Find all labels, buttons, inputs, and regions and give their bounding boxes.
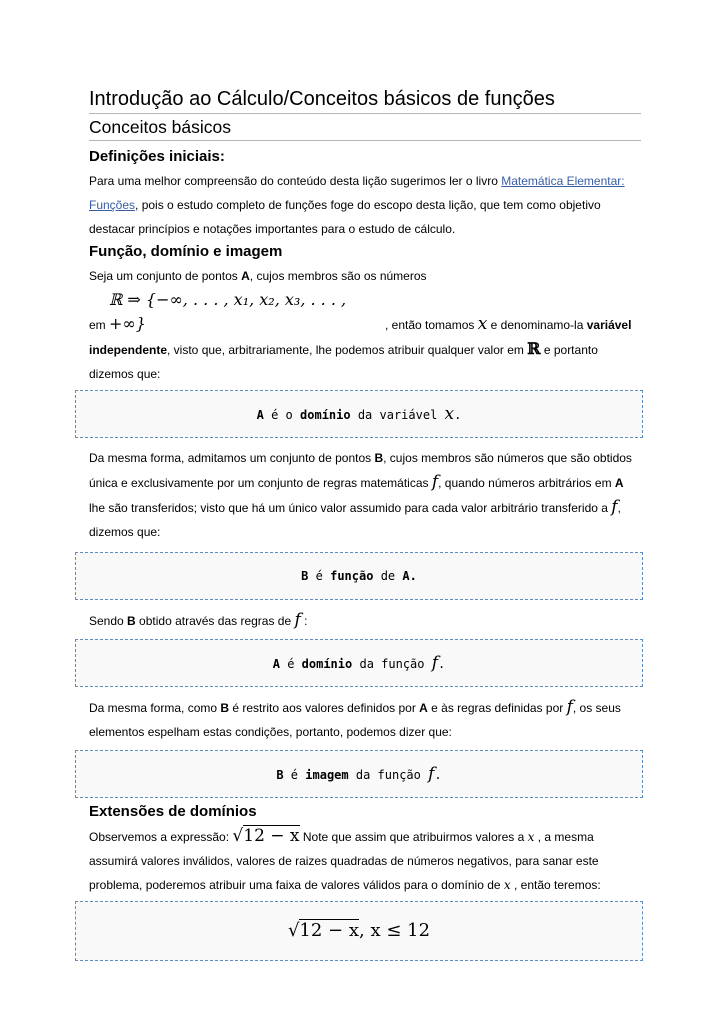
box-text: A	[256, 408, 264, 422]
box-text: B	[301, 569, 309, 583]
text: e denominamo-la	[487, 318, 587, 332]
text: Observemos a expressão:	[89, 830, 233, 844]
text-bold: A	[614, 476, 624, 490]
heading-funcao-dominio-imagem: Função, domínio e imagem	[89, 243, 283, 260]
text: obtido através das regras de	[135, 614, 295, 628]
sqrt-expression: √12 − x, x ≤ 12	[287, 920, 431, 941]
set-formula: ℝ ⇒ {−∞, . . . , x₁, x₂, x₃, . . . , +∞}	[109, 290, 347, 333]
text: Sendo	[89, 614, 128, 628]
document-page	[89, 86, 641, 961]
box-text: da função	[355, 768, 421, 782]
code-box-imagem	[75, 750, 643, 798]
text-bold: B	[127, 614, 136, 628]
text: Note que assim que atribuirmos valores a	[299, 830, 528, 844]
text: lhe são transferidos; visto que há um único valor assumido para cada valor arbitrário transferido a	[89, 501, 612, 515]
math-x: x	[527, 830, 535, 844]
math-r: ℝ	[527, 339, 541, 358]
sqrt-radicand: 12 − x	[299, 920, 360, 941]
text: em	[89, 318, 110, 332]
math-x: x	[477, 314, 488, 334]
paragraph-imagem	[89, 695, 641, 744]
text: Da mesma forma, como	[89, 701, 221, 715]
sqrt-expression: √12 − x	[232, 826, 300, 846]
box-text: .	[438, 657, 446, 671]
text: :	[300, 614, 308, 628]
code-box-dominio-funcao	[75, 639, 643, 687]
text: , cujos membros são números que são obtidos única e exclusivamente por um conjunto de regras matemáticas	[89, 451, 632, 490]
math-f: f	[566, 697, 573, 717]
text: é restrito aos valores definidos por	[229, 701, 420, 715]
code-box-funcao	[75, 552, 643, 600]
domain-condition: , x ≤ 12	[359, 920, 431, 941]
heading-extensoes-dominios: Extensões de domínios	[89, 803, 257, 820]
box-text: é o	[271, 408, 293, 422]
math-x: x	[444, 404, 455, 424]
paragraph-conjunto-b	[89, 446, 641, 544]
code-box-restricao-dominio	[75, 901, 643, 961]
box-text: A	[272, 657, 280, 671]
text: , pois o estudo completo de funções foge do escopo desta lição, que tem como objetivo destacar princípios e notações importantes para o estudo de cálculo.	[89, 198, 601, 236]
text: , os seus elementos espelham estas condições, portanto, podemos dizer que:	[89, 701, 621, 739]
text-bold: variável independente	[89, 318, 632, 357]
text-bold: A	[241, 269, 250, 283]
box-text: é	[315, 569, 323, 583]
text-bold: B	[374, 451, 384, 465]
box-text: é	[287, 657, 295, 671]
paragraph-conjunto-a	[89, 264, 641, 386]
paragraph-intro	[89, 169, 641, 241]
box-text: .	[454, 408, 462, 422]
section-title: Conceitos básicos	[89, 116, 641, 141]
math-f: f	[428, 764, 435, 784]
box-text: da variável	[357, 408, 438, 422]
text: , a mesma assumirá valores inválidos, valores de raizes quadradas de números negativos, para sanar este problema, poderemos atribuir uma faixa de valores válidos para o domínio de	[89, 830, 599, 892]
text-bold: B	[220, 701, 230, 715]
text: , cujos membros são os números	[249, 269, 427, 283]
text: Para uma melhor compreensão do conteúdo desta lição sugerimos ler o livro	[89, 174, 502, 188]
math-f: f	[431, 653, 439, 673]
math-f: f	[431, 472, 439, 492]
text: Da mesma forma, admitamos um conjunto de pontos	[89, 451, 375, 465]
page-title: Introdução ao Cálculo/Conceitos básicos de funções	[89, 86, 641, 114]
text: Seja um conjunto de pontos	[89, 269, 242, 283]
text: , quando números arbitrários em	[438, 476, 615, 490]
math-f: f	[294, 610, 301, 630]
box-text: de	[380, 569, 396, 583]
link-matematica-elementar[interactable]: Matemática Elementar: Funções	[89, 174, 625, 212]
text-bold: A	[419, 701, 428, 715]
box-text: .	[434, 768, 442, 782]
paragraph-observemos	[89, 824, 641, 897]
text: , então tomamos	[385, 318, 478, 332]
code-box-dominio-variavel	[75, 390, 643, 438]
box-text: imagem	[305, 768, 349, 782]
box-text: domínio	[300, 408, 351, 422]
box-text: função	[330, 569, 374, 583]
box-text: é	[290, 768, 299, 782]
math-f: f	[611, 497, 618, 517]
text: e portanto dizemos que:	[89, 343, 598, 381]
sqrt-radicand: 12 − x	[243, 826, 300, 846]
box-text: da função	[359, 657, 425, 671]
box-text: B	[276, 768, 284, 782]
text: , visto que, arbitrariamente, lhe podemos atribuir qualquer valor em	[167, 343, 528, 357]
text: , dizemos que:	[89, 501, 621, 539]
box-text: domínio	[301, 657, 353, 671]
text: , então teremos:	[510, 878, 601, 892]
heading-definicoes: Definições iniciais:	[89, 148, 225, 165]
paragraph-sendo-b	[89, 608, 641, 633]
box-text: A.	[402, 569, 417, 583]
text: e às regras definidas por	[427, 701, 567, 715]
math-x: x	[503, 878, 511, 892]
